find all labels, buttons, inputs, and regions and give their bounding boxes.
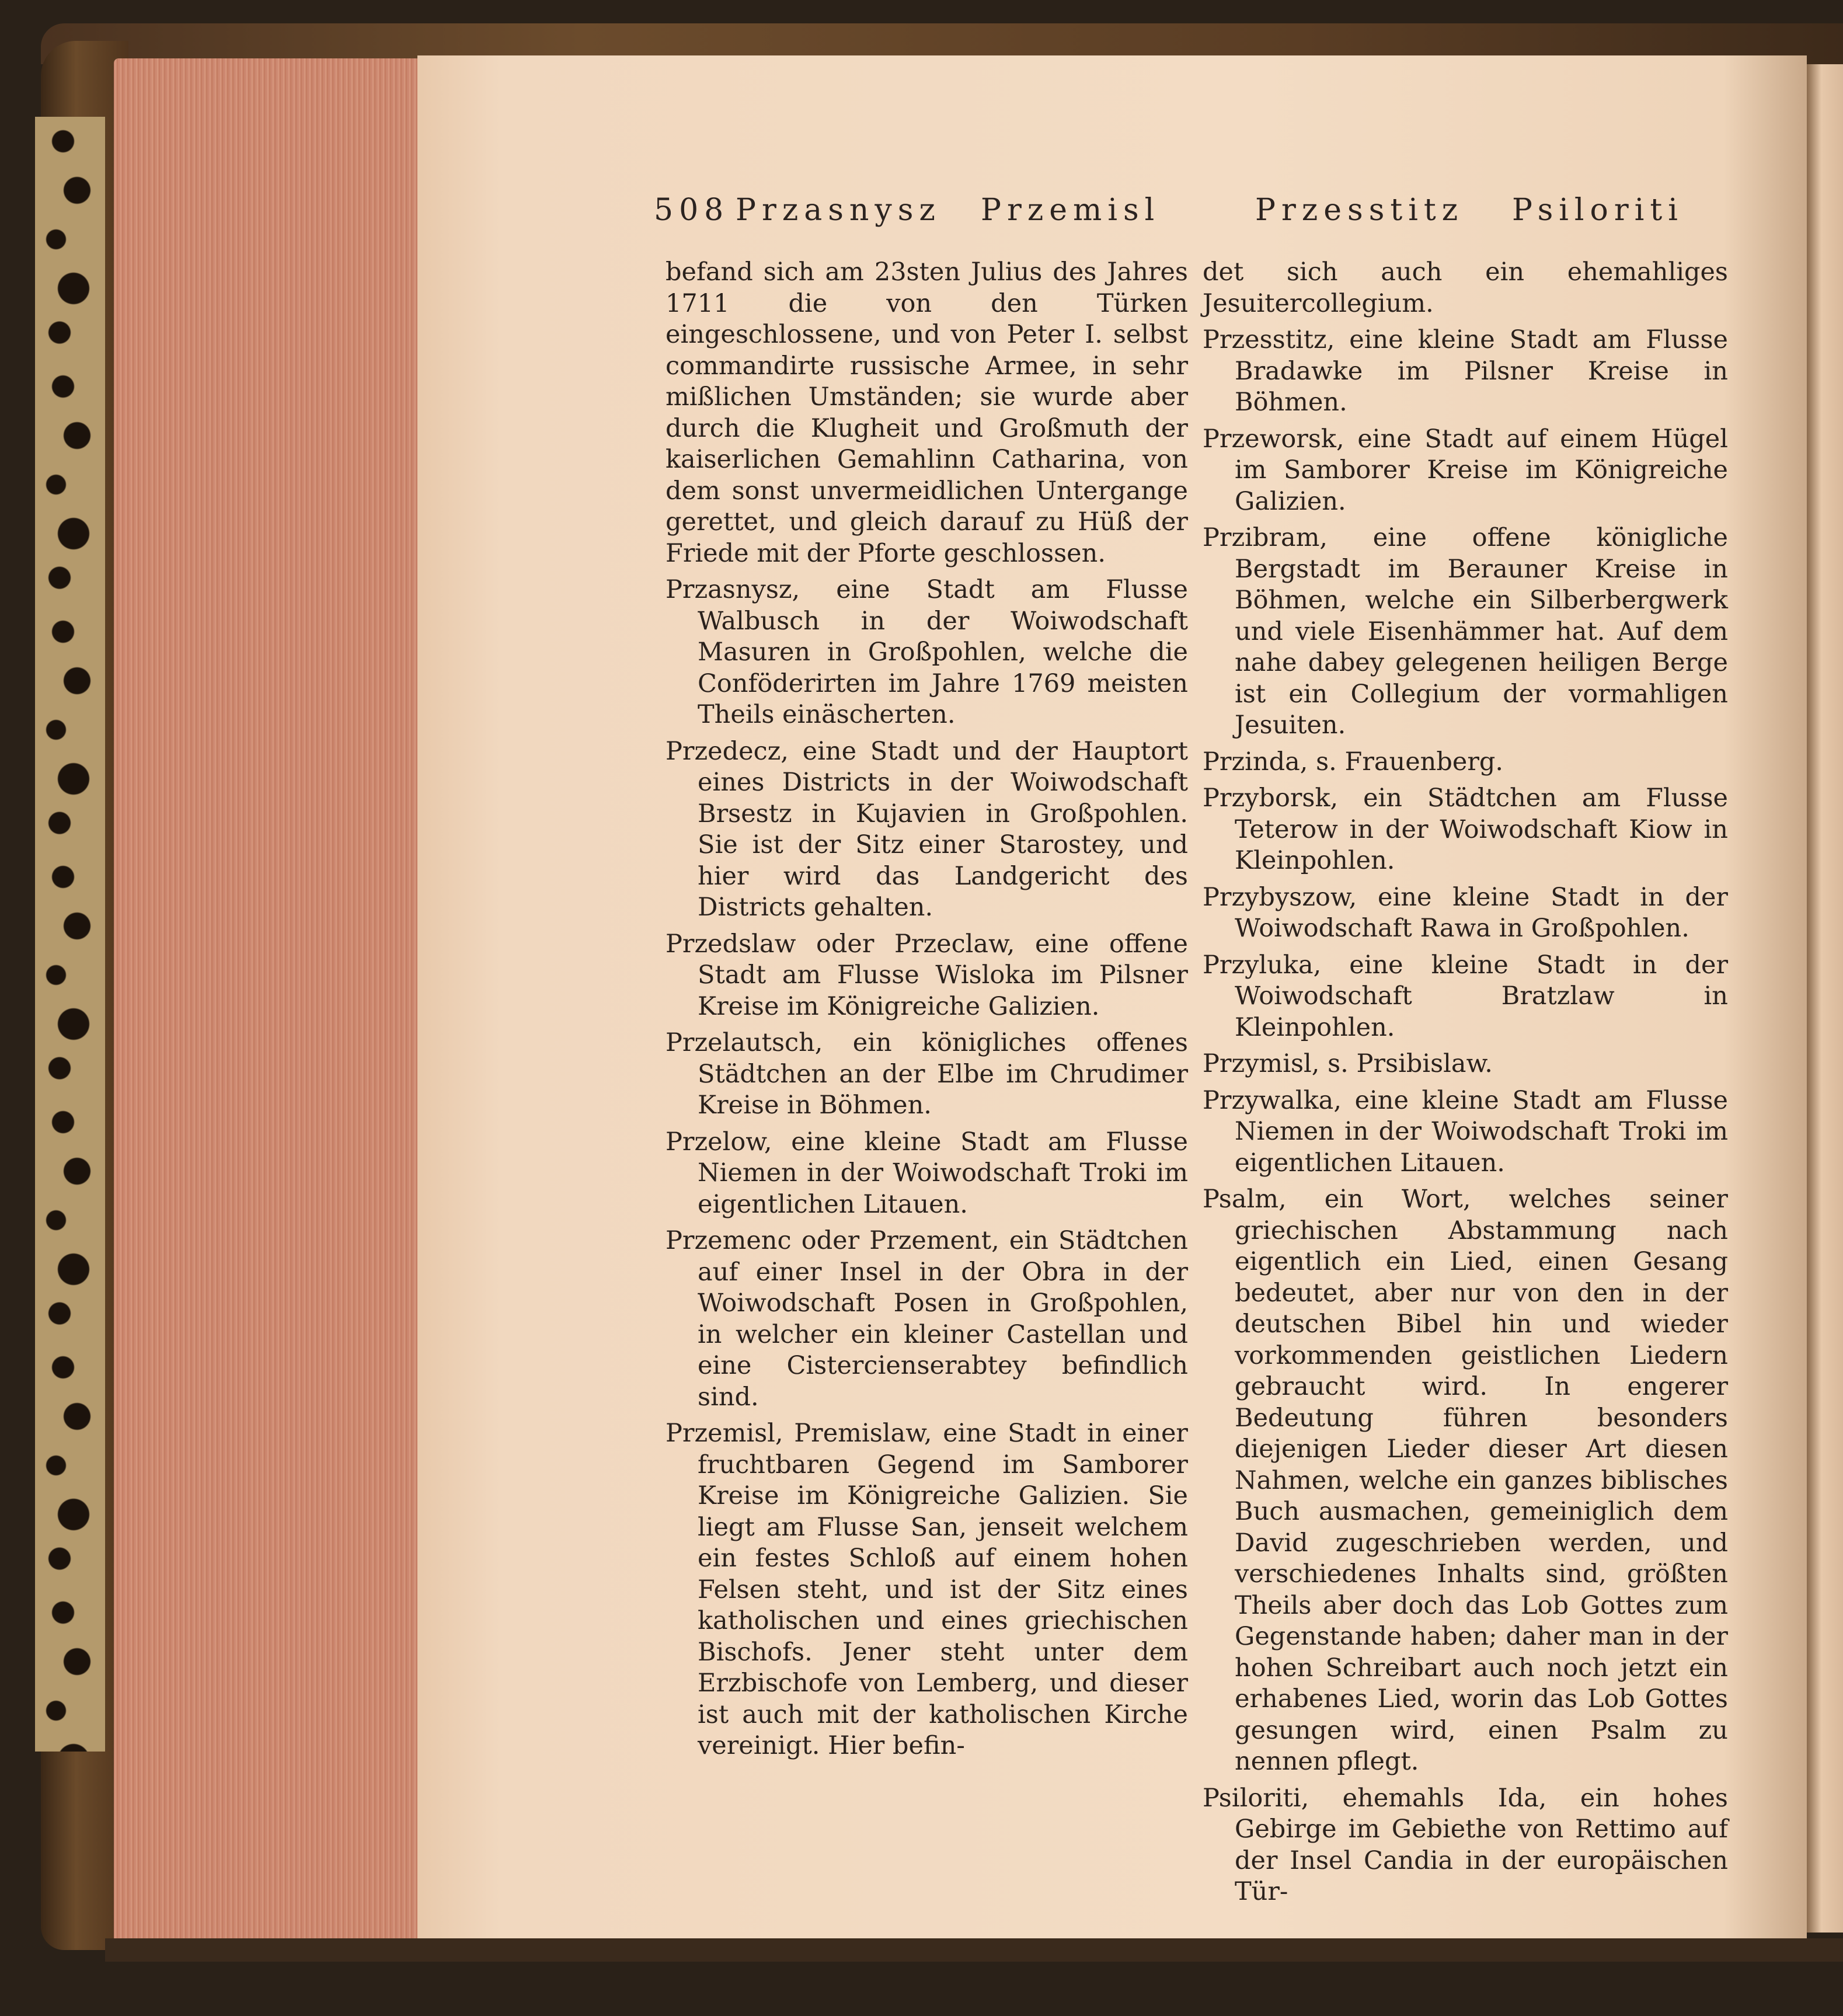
right-column — [1203, 257, 1728, 1913]
entry-continuation: det sich auch ein ehemahliges Jesuitercollegium. — [1203, 257, 1728, 318]
dictionary-entry: Przibram, eine offene königliche Bergstadt im Berauner Kreise in Böhmen, welche ein Silberbergwerk und viele Eisenhämmer hat. Auf dem nahe dabey gelegenen heiligen Berge ist ein Collegium der vormahligen Jesuiten. — [1203, 523, 1728, 740]
dictionary-entry: Przyluka, eine kleine Stadt in der Woiwodschaft Bratzlaw in Kleinpohlen. — [1203, 950, 1728, 1042]
header-word-3: Przesstitz — [1255, 193, 1464, 228]
dictionary-entry: Przesstitz, eine kleine Stadt am Flusse Bradawke im Pilsner Kreise in Böhmen. — [1203, 325, 1728, 417]
dictionary-entry: Przedecz, eine Stadt und der Hauptort eines Districts in der Woiwodschaft Brsestz in Kujavien in Großpohlen. Sie ist der Sitz einer Starostey, und hier wird das Landgericht des Districts gehalten. — [666, 736, 1188, 922]
header-word-4: Psiloriti — [1512, 193, 1684, 228]
dictionary-entry: Przyborsk, ein Städtchen am Flusse Teterow in der Woiwodschaft Kiow in Kleinpohlen. — [1203, 784, 1728, 875]
dictionary-entry: Przinda, s. Frauenberg. — [1203, 747, 1504, 777]
dictionary-entry: Przywalka, eine kleine Stadt am Flusse Niemen in der Woiwodschaft Troki im eigentlichen Litauen. — [1203, 1085, 1728, 1178]
dictionary-entry: Przemisl, Premislaw, eine Stadt in einer fruchtbaren Gegend im Samborer Kreise im Königreiche Galizien. Sie liegt am Flusse San, jenseit welchem ein festes Schloß auf einem hohen Felsen steht, und ist der Sitz eines katholischen und eines griechischen Bischofs. Jener steht unter dem Erzbischofe von Lemberg, und dieser ist auch mit der katholischen Kirche vereinigt. Hier befin- — [666, 1419, 1188, 1760]
book-bottom-edge — [105, 1938, 1843, 1962]
running-header — [654, 193, 1684, 239]
dictionary-entry: Psiloriti, ehemahls Ida, ein hohes Gebirge im Gebiethe von Rettimo auf der Insel Candia in der europäischen Tür- — [1203, 1783, 1728, 1906]
dictionary-entry: Przasnysz, eine Stadt am Flusse Walbusch in der Woiwodschaft Masuren in Großpohlen, welche die Conföderirten im Jahre 1769 meisten Theils einäscherten. — [666, 575, 1188, 729]
dictionary-entry: Przelautsch, ein königliches offenes Städtchen an der Elbe im Chrudimer Kreise in Böhmen. — [666, 1028, 1188, 1120]
dictionary-entry: Przelow, eine kleine Stadt am Flusse Niemen in der Woiwodschaft Troki im eigentlichen Litauen. — [666, 1127, 1188, 1219]
left-column — [666, 257, 1188, 1767]
header-word-1: Przasnysz — [736, 193, 941, 228]
dictionary-entry: Przemenc oder Przement, ein Städtchen auf einer Insel in der Obra in der Woiwodschaft Posen in Großpohlen, in welcher ein kleiner Castellan und eine Cistercienserabtey befindlich sind. — [666, 1226, 1188, 1412]
dictionary-entry: Przybyszow, eine kleine Stadt in der Woiwodschaft Rawa in Großpohlen. — [1203, 882, 1728, 943]
dictionary-entry: Psalm, ein Wort, welches seiner griechischen Abstammung nach eigentlich ein Lied, einen Gesang bedeutet, aber nur von den in der deutschen Bibel hin und wieder vorkommenden geistlichen Liedern gebraucht wird. In engerer Bedeutung führen besonders diejenigen Lieder dieser Art diesen Nahmen, welche ein ganzes biblisches Buch ausmachen, gemeiniglich dem David zugeschrieben werden, und verschiedenes Inhalts sind, größten Theils aber doch das Lob Gottes zum Gegenstande haben; daher man in der hohen Schreibart auch noch jetzt ein erhabenes Lied, worin das Lob Gottes gesungen wird, einen Psalm zu nennen pflegt. — [1203, 1185, 1728, 1776]
page-number: 508 — [654, 193, 730, 228]
page-block-edge — [114, 58, 417, 1950]
header-word-2: Przemisl — [981, 193, 1161, 228]
dictionary-entry: Przeworsk, eine Stadt auf einem Hügel im Samborer Kreise im Königreiche Galizien. — [1203, 424, 1728, 516]
dictionary-entry: Przedslaw oder Przeclaw, eine offene Stadt am Flusse Wisloka im Pilsner Kreise im Königreiche Galizien. — [666, 929, 1188, 1021]
marbled-cover — [35, 117, 105, 1752]
facing-page-edge — [1807, 64, 1843, 1933]
entry-continuation: befand sich am 23sten Julius des Jahres 1711 die von den Türken eingeschlossene, und von Peter I. selbst commandirte russische Armee, in sehr mißlichen Umständen; sie wurde aber durch die Klugheit und Großmuth der kaiserlichen Gemahlinn Catharina, von dem sonst unvermeidlichen Untergange gerettet, und gleich darauf zu Hüß der Friede mit der Pforte geschlossen. — [666, 257, 1188, 568]
dictionary-entry: Przymisl, s. Prsibislaw. — [1203, 1049, 1493, 1078]
